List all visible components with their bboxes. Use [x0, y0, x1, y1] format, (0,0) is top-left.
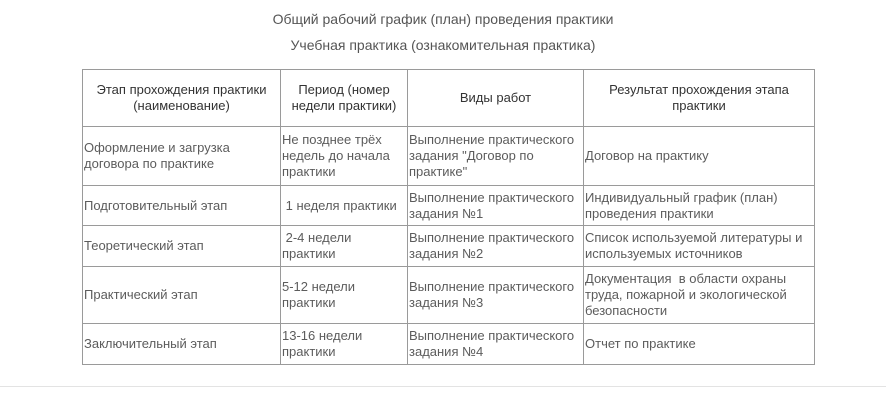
cell-work: Выполнение практического задания "Договор по практике" — [408, 127, 584, 186]
practice-schedule-table — [82, 69, 815, 365]
page-title: Общий рабочий график (план) проведения практики — [272, 11, 614, 27]
table-row — [83, 324, 815, 365]
cell-period: 5-12 недели практики — [281, 267, 408, 324]
cell-stage: Оформление и загрузка договора по практике — [83, 127, 281, 186]
cell-work: Выполнение практического задания №4 — [408, 324, 584, 365]
table-row — [83, 127, 815, 186]
table-row — [83, 267, 815, 324]
cell-stage: Практический этап — [83, 267, 281, 324]
column-header-work: Виды работ — [408, 70, 584, 127]
cell-period: 2-4 недели практики — [281, 226, 408, 267]
cell-period: 13-16 недели практики — [281, 324, 408, 365]
cell-work: Выполнение практического задания №3 — [408, 267, 584, 324]
column-header-stage: Этап прохождения практики (наименование) — [83, 70, 281, 127]
cell-stage: Теоретический этап — [83, 226, 281, 267]
cell-result: Список используемой литературы и используемых источников — [584, 226, 815, 267]
table-row — [83, 186, 815, 226]
page-subtitle: Учебная практика (ознакомительная практика) — [290, 37, 596, 53]
table-header-row — [83, 70, 815, 127]
table-row — [83, 226, 815, 267]
cell-work: Выполнение практического задания №2 — [408, 226, 584, 267]
column-header-period: Период (номер недели практики) — [281, 70, 408, 127]
bottom-divider — [0, 386, 886, 387]
cell-work: Выполнение практического задания №1 — [408, 186, 584, 226]
cell-period: 1 неделя практики — [281, 186, 408, 226]
cell-stage: Подготовительный этап — [83, 186, 281, 226]
cell-stage: Заключительный этап — [83, 324, 281, 365]
cell-result: Индивидуальный график (план) проведения практики — [584, 186, 815, 226]
column-header-result: Результат прохождения этапа практики — [584, 70, 815, 127]
cell-result: Документация в области охраны труда, пожарной и экологической безопасности — [584, 267, 815, 324]
cell-result: Договор на практику — [584, 127, 815, 186]
cell-result: Отчет по практике — [584, 324, 815, 365]
cell-period: Не позднее трёх недель до начала практики — [281, 127, 408, 186]
